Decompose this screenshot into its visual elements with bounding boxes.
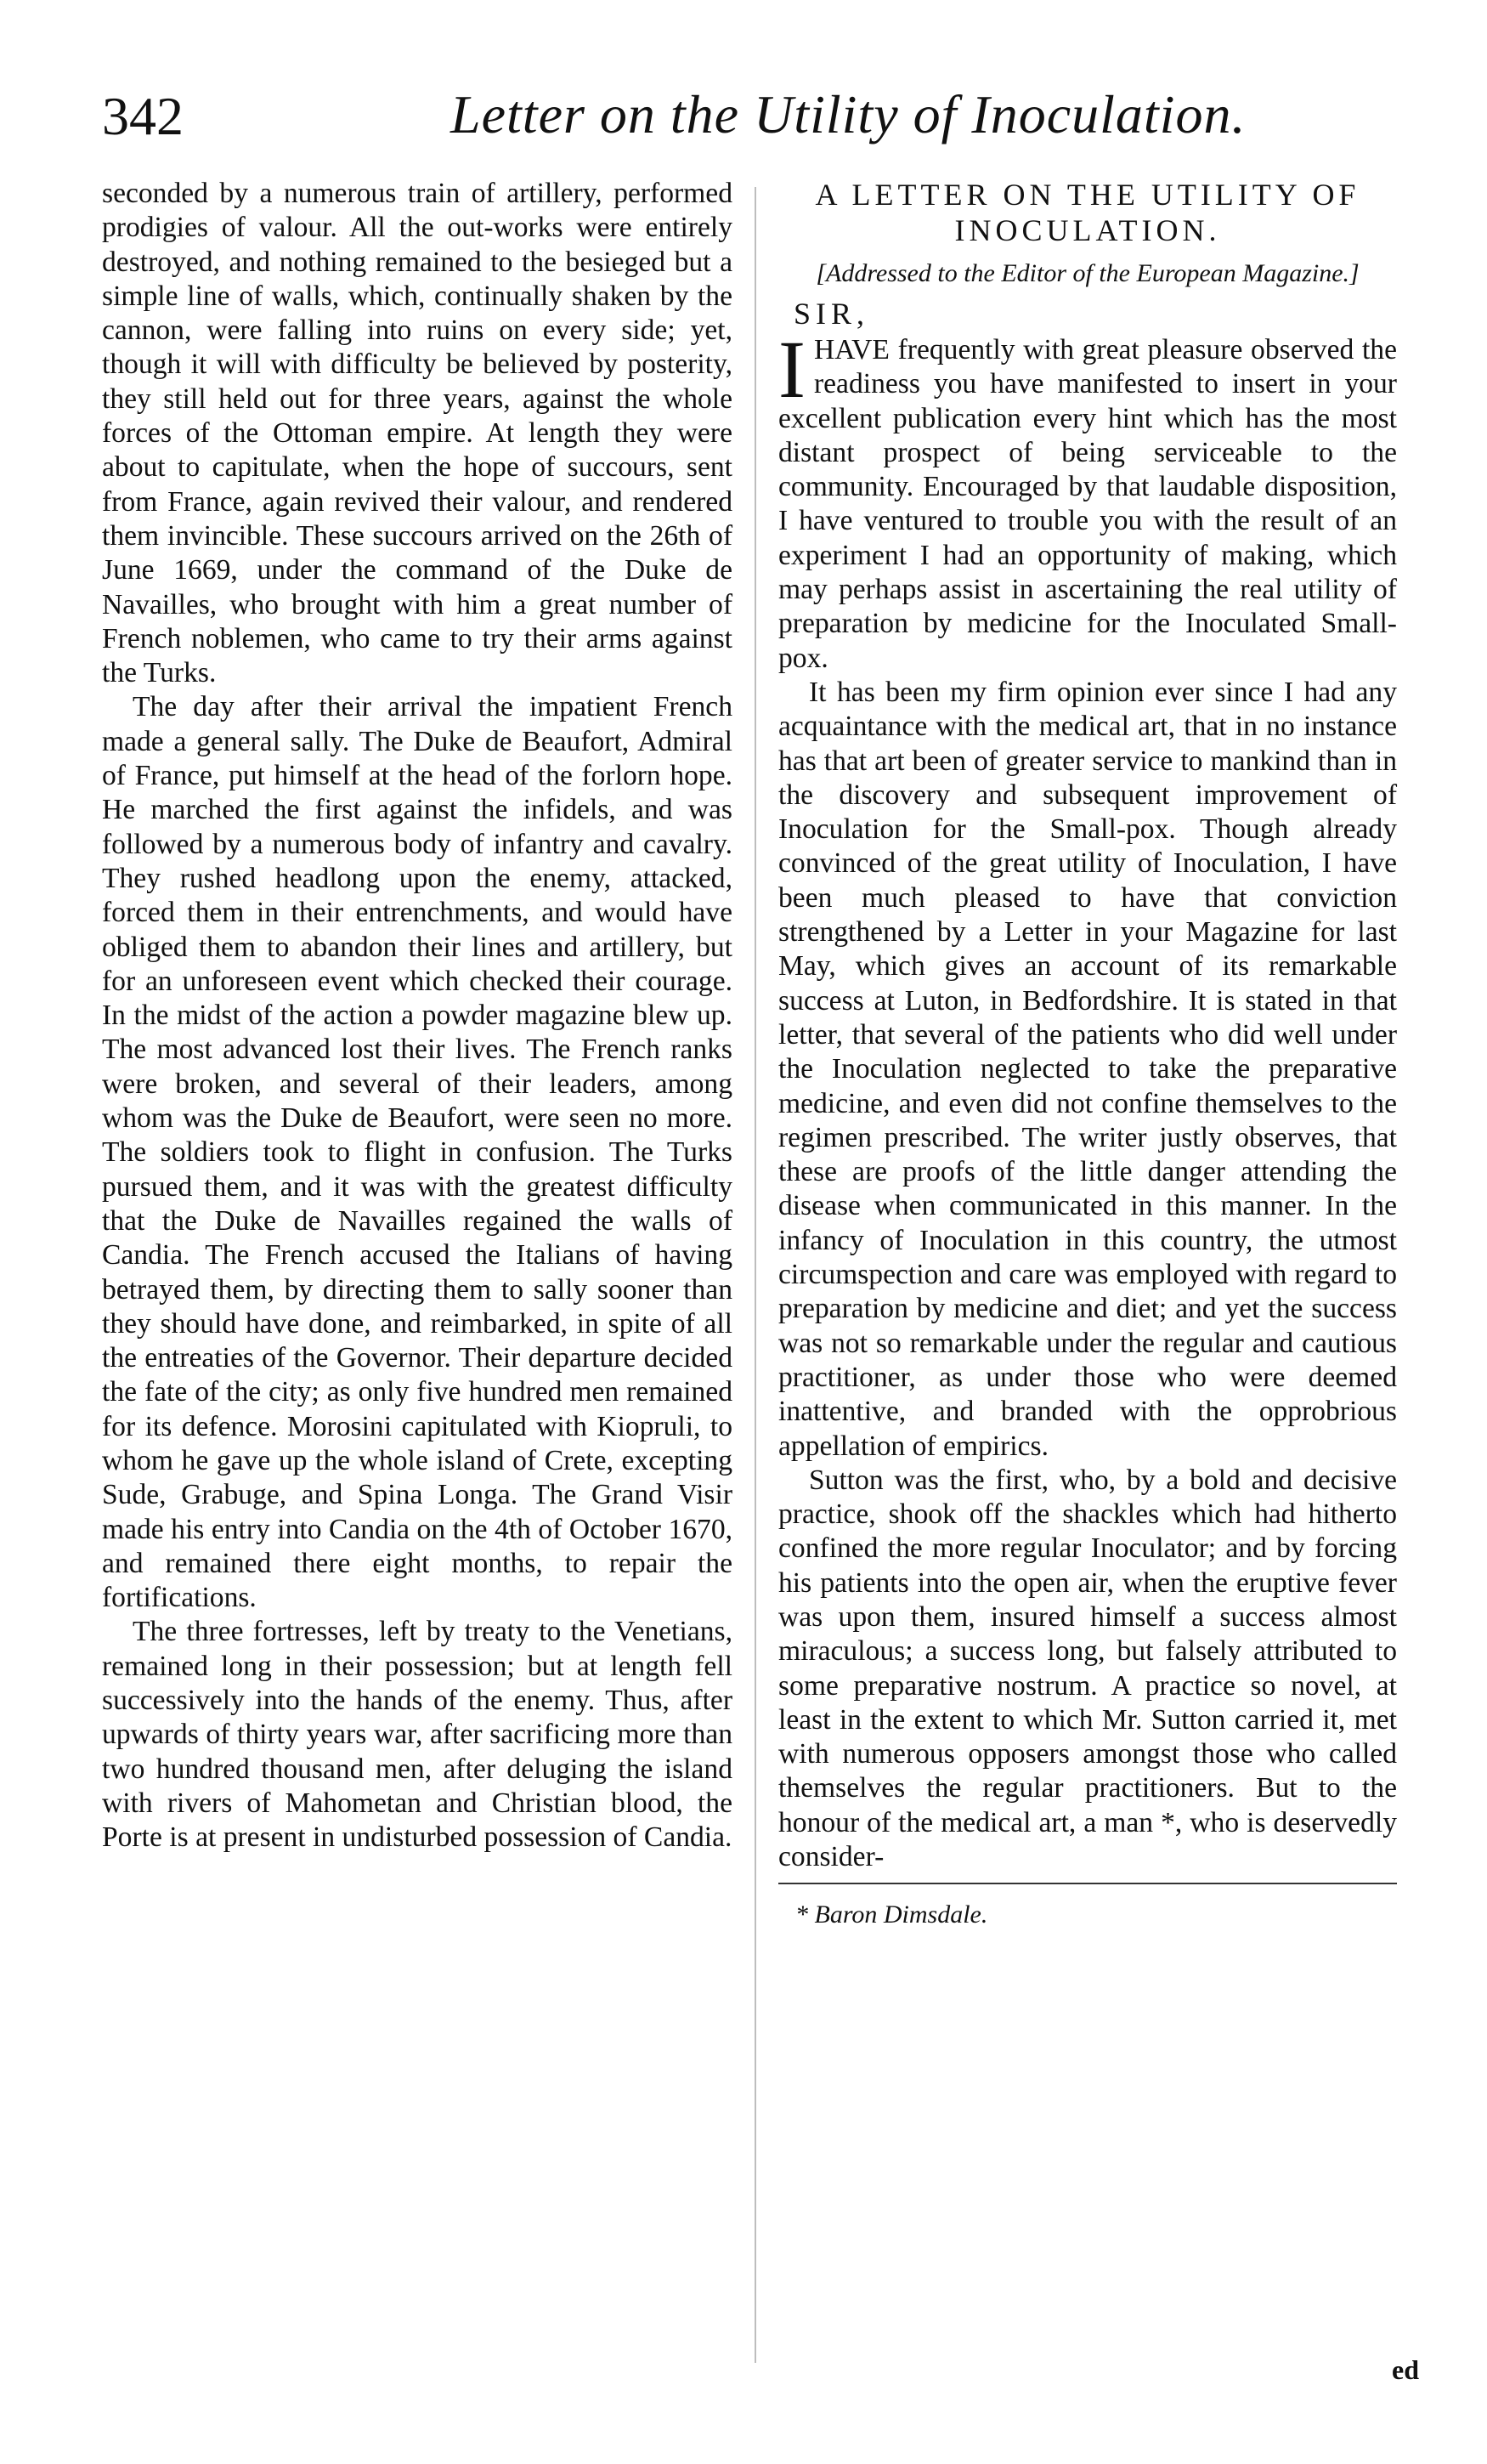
right-paragraph-2: It has been my firm opinion ever since I had any acquaintance with the medical art, that in no instance has that art been of greater service to mankind than in the discovery and subsequent improvement of Inoculation for the Small-pox. Though already convinced of the great utility of Inoculation, I have been much pleased to have that conviction strengthened by a Letter in your Magazine for last May, which gives an account of its remarkable success at Luton, in Bedfordshire. It is stated in that letter, that several of the patients who did well under the Inoculation neglected to take the preparative medicine, and even did not confine themselves to the regimen prescribed. The writer justly observes, that these are proofs of the little danger attending the disease when communicated in this manner. In the infancy of Inoculation in this country, the utmost circumspection and care was employed with regard to preparation by medicine and diet; and yet the success was not so remarkable under the regular and cautious practitioner, as under those who were deemed inattentive, and branded with the opprobrious appellation of empirics. bbox=[778, 676, 1397, 1462]
salutation: SIR, bbox=[794, 297, 870, 331]
right-paragraph-3: Sutton was the first, who, by a bold and decisive practice, shook off the shackles which had hitherto confined the more regular Inoculator; and by forcing his patients into the open air, when the eruptive fever was upon them, insured himself a success almost miraculous; a success long, but falsely attributed to some preparative nostrum. A practice so novel, at least in the extent to which Mr. Sutton carried it, met with numerous opposers amongst those who called themselves the regular practitioners. But to the honour of the medical art, a man *, who is deservedly consider- bbox=[778, 1464, 1397, 1873]
right-paragraph-1 bbox=[778, 324, 1397, 676]
running-title: Letter on the Utility of Inoculation. bbox=[450, 84, 1247, 144]
left-paragraph-1: seconded by a numerous train of artillery, performed prodigies of valour. All the out-works were entirely destroyed, and nothing remained to the besieged but a simple line of walls, which, continually shaken by the cannon, were falling into ruins on every side; yet, though it will with difficulty be believed by posterity, they still held out for three years, against the whole forces of the Ottoman empire. At length they were about to capitulate, when the hope of succours, sent from France, again revived their valour, and rendered them invincible. These succours arrived on the 26th of June 1669, under the command of the Duke de Navailles, who brought with him a great number of French noblemen, who came to try their arms against the Turks. bbox=[102, 178, 732, 689]
drop-cap: I bbox=[778, 324, 806, 415]
article-subtitle: [Addressed to the Editor of the European Magazine.] bbox=[816, 259, 1360, 287]
left-paragraph-2: The day after their arrival the impatient French made a general sally. The Duke de Beaufort, Admiral of France, put himself at the head of the forlorn hope. He marched the first against the infidels, and was followed by a numerous body of infantry and cavalry. They rushed headlong upon the enemy, attacked, forced them in their entrenchments, and would have obliged them to abandon their lines and artillery, but for an unforeseen event which checked their courage. In the midst of the action a powder magazine blew up. The most advanced lost their lives. The French ranks were broken, and several of their leaders, among whom was the Duke de Beaufort, were seen no more. The soldiers took to flight in confusion. The Turks pursued them, and it was with the greatest difficulty that the Duke de Navailles regained the walls of Candia. The French accused the Italians of having betrayed them, by directing them to sally sooner than they should have done, and reimbarked, in spite of all the entreaties of the Governor. Their departure decided the fate of the city; as only five hundred men remained for its defence. Morosini capitulated with Kiopruli, to whom he gave up the whole island of Crete, excepting Sude, Grabuge, and Spina Longa. The Grand Visir made his entry into Candia on the 4th of October 1670, and remained there eight months, to repair the fortifications. bbox=[102, 691, 732, 1614]
catchword: ed bbox=[1392, 2354, 1419, 2385]
article-title-line-2: INOCULATION. bbox=[954, 213, 1221, 247]
article-title bbox=[778, 177, 1397, 248]
column-divider bbox=[755, 187, 756, 2363]
article-title-line-1: A LETTER ON THE UTILITY OF bbox=[815, 178, 1360, 212]
right-column bbox=[778, 177, 1397, 1930]
left-paragraph-3: The three fortresses, left by treaty to the Venetians, remained long in their possession; but at length fell successively into the hands of the enemy. Thus, after upwards of thirty years war, after sacrificing more than two hundred thousand men, after deluging the island with rivers of Mahometan and Christian blood, the Porte is at present in undisturbed possession of Candia. bbox=[102, 1616, 732, 1854]
left-column bbox=[102, 177, 732, 1855]
footnote: * Baron Dimsdale. bbox=[795, 1900, 988, 1929]
footnote-rule bbox=[778, 1883, 1397, 1884]
page-number: 342 bbox=[102, 86, 184, 146]
right-paragraph-1-text: HAVE frequently with great pleasure observed the readiness you have manifested to insert in your excellent publication every hint which has the most distant prospect of being serviceable to the community. Encouraged by that laudable disposition, I have ventured to trouble you with the result of an experiment I had an opportunity of making, which may perhaps assist in ascertaining the real utility of preparation by medicine for the Inoculated Small-pox. bbox=[778, 334, 1397, 674]
